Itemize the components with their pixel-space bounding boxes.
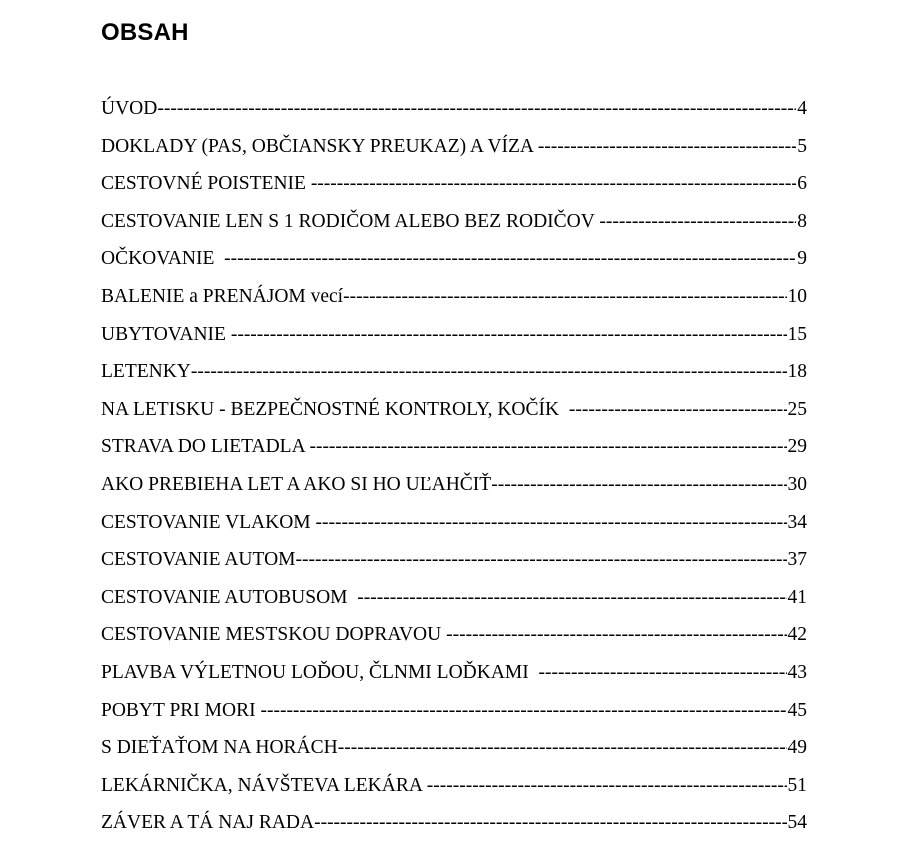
- toc-entry: [101, 428, 807, 466]
- toc-entry-page: 49: [787, 737, 807, 759]
- toc-dot-leader: [538, 128, 796, 166]
- toc-dot-leader: [260, 692, 786, 730]
- toc-entry-title: CESTOVANIE AUTOM: [101, 549, 296, 571]
- toc-entry-title: CESTOVANIE VLAKOM: [101, 511, 316, 533]
- toc-entry-page: 34: [787, 511, 807, 533]
- toc-entry: [101, 654, 807, 692]
- toc-dot-leader: [599, 203, 796, 241]
- toc-entry: [101, 616, 807, 654]
- toc-dot-leader: [157, 90, 796, 128]
- toc-entry: [101, 316, 807, 354]
- table-of-contents: [101, 90, 807, 842]
- toc-entry-title: LETENKY: [101, 361, 191, 383]
- toc-dot-leader: [538, 654, 786, 692]
- toc-entry-page: 37: [787, 549, 807, 571]
- toc-entry-title: ÚVOD: [101, 98, 158, 119]
- toc-entry-page: 25: [787, 398, 807, 420]
- toc-dot-leader: [427, 767, 787, 805]
- toc-entry: [101, 541, 807, 579]
- toc-dot-leader: [357, 579, 786, 617]
- toc-entry-page: 54: [787, 812, 807, 834]
- toc-dot-leader: [296, 541, 787, 579]
- toc-entry-title: CESTOVANIE LEN S 1 RODIČOM ALEBO BEZ RODIČOV: [101, 210, 600, 232]
- toc-entry-page: 4: [797, 98, 807, 119]
- toc-entry-title: STRAVA DO LIETADLA: [101, 436, 310, 458]
- toc-entry-title: DOKLADY (PAS, OBČIANSKY PREUKAZ) A VÍZA: [101, 135, 538, 157]
- toc-entry-title: CESTOVANIE MESTSKOU DOPRAVOU: [101, 624, 447, 646]
- toc-dot-leader: [491, 466, 786, 504]
- toc-dot-leader: [191, 353, 787, 391]
- toc-entry: [101, 504, 807, 542]
- toc-entry-title: LEKÁRNIČKA, NÁVŠTEVA LEKÁRA: [101, 774, 427, 796]
- toc-entry-page: 41: [787, 586, 807, 608]
- toc-entry: [101, 353, 807, 391]
- toc-dot-leader: [316, 504, 787, 542]
- toc-entry-page: 9: [797, 248, 807, 270]
- toc-entry-title: BALENIE a PRENÁJOM vecí: [101, 285, 344, 307]
- toc-dot-leader: [311, 165, 796, 203]
- toc-entry-page: 51: [787, 774, 807, 796]
- toc-entry: [101, 804, 807, 842]
- toc-entry-title: AKO PREBIEHA LET A AKO SI HO UĽAHČIŤ: [101, 473, 492, 495]
- toc-entry-page: 43: [787, 661, 807, 683]
- toc-entry: [101, 466, 807, 504]
- toc-dot-leader: [446, 616, 786, 654]
- toc-entry: [101, 579, 807, 617]
- toc-entry: [101, 692, 807, 730]
- toc-entry-page: 18: [787, 361, 807, 383]
- toc-entry: [101, 165, 807, 203]
- toc-entry: [101, 278, 807, 316]
- toc-entry-title: CESTOVANIE AUTOBUSOM: [101, 586, 358, 608]
- toc-entry-title: UBYTOVANIE: [101, 323, 231, 345]
- toc-dot-leader: [224, 240, 796, 278]
- toc-entry: [101, 391, 807, 429]
- toc-dot-leader: [569, 391, 787, 429]
- toc-entry-page: 29: [787, 436, 807, 458]
- toc-entry: [101, 729, 807, 767]
- toc-entry-title: POBYT PRI MORI: [101, 699, 261, 721]
- toc-entry: [101, 90, 807, 128]
- toc-entry-page: 45: [787, 699, 807, 721]
- toc-entry-page: 5: [797, 135, 807, 157]
- toc-entry: [101, 128, 807, 166]
- toc-entry: [101, 240, 807, 278]
- toc-entry-page: 42: [787, 624, 807, 646]
- toc-dot-leader: [343, 278, 786, 316]
- toc-entry-title: OČKOVANIE: [101, 248, 225, 270]
- toc-entry-page: 30: [787, 473, 807, 495]
- toc-heading: OBSAH: [101, 19, 189, 46]
- toc-entry: [101, 203, 807, 241]
- toc-entry-title: PLAVBA VÝLETNOU LOĎOU, ČLNMI LOĎKAMI: [101, 661, 539, 683]
- toc-dot-leader: [309, 428, 786, 466]
- toc-entry-title: NA LETISKU - BEZPEČNOSTNÉ KONTROLY, KOČÍK: [101, 398, 569, 420]
- toc-entry-title: ZÁVER A TÁ NAJ RADA: [101, 812, 315, 834]
- toc-entry-title: S DIEŤAŤOM NA HORÁCH: [101, 737, 338, 759]
- toc-entry-page: 10: [787, 285, 807, 307]
- toc-dot-leader: [338, 729, 787, 767]
- toc-entry-page: 8: [797, 210, 807, 232]
- toc-entry-page: 15: [787, 323, 807, 345]
- toc-entry-page: 6: [797, 173, 807, 195]
- toc-entry: [101, 767, 807, 805]
- toc-dot-leader: [314, 804, 786, 842]
- toc-dot-leader: [231, 316, 787, 354]
- toc-entry-title: CESTOVNÉ POISTENIE: [101, 173, 311, 195]
